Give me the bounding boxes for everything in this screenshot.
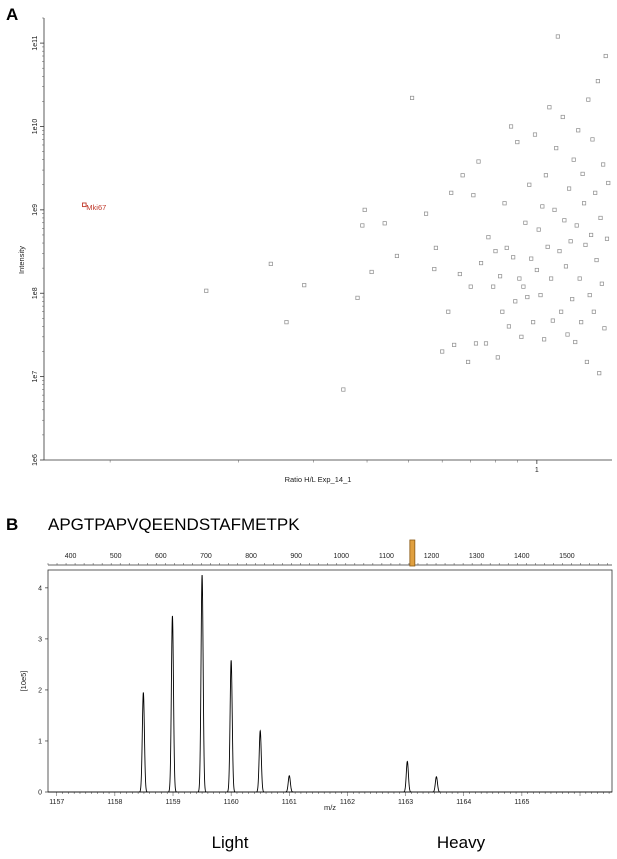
- scatter-point: [603, 327, 606, 330]
- scatter-point: [514, 300, 517, 303]
- scatter-point: [575, 224, 578, 227]
- scatter-point: [551, 319, 554, 322]
- top-mz-tick-label: 900: [290, 553, 303, 560]
- scatter-point: [574, 340, 577, 343]
- scatter-highlight: [82, 203, 106, 212]
- scatter-point: [395, 254, 398, 257]
- scatter-point: [595, 258, 598, 261]
- scatter-point: [539, 293, 542, 296]
- scatter-point: [548, 106, 551, 109]
- scatter-point: [466, 360, 469, 363]
- scatter-y-tick-label: 1e9: [32, 204, 39, 216]
- scatter-y-tick-label: 1e7: [32, 370, 39, 383]
- scatter-point: [554, 146, 557, 149]
- spectrum-x-tick-label: 1161: [281, 799, 297, 806]
- scatter-point: [564, 265, 567, 268]
- scatter-point: [569, 240, 572, 243]
- highlight-label: Mki67: [86, 202, 107, 212]
- scatter-point: [285, 320, 288, 323]
- heavy-label: Heavy: [436, 833, 486, 852]
- top-mz-tick-label: 700: [200, 553, 212, 560]
- scatter-point: [491, 285, 494, 288]
- top-mz-tick-label: 1300: [468, 553, 485, 560]
- spectrum-x-axis-label: m/z: [323, 803, 337, 812]
- scatter-point: [578, 277, 581, 280]
- scatter-point: [566, 333, 569, 336]
- spectrum-x-tick-label: 1163: [398, 799, 414, 806]
- light-label: Light: [211, 833, 249, 852]
- top-mz-tick-label: 1200: [423, 553, 440, 560]
- top-mz-tick-label: 1000: [333, 553, 350, 560]
- scatter-point: [582, 202, 585, 205]
- scatter-point: [563, 219, 566, 222]
- scatter-x-axis-label: Ratio H/L Exp_14_1: [284, 475, 352, 484]
- panel-b-label: B: [6, 515, 19, 534]
- scatter-point: [591, 138, 594, 141]
- scatter-point: [542, 338, 545, 341]
- top-mz-ticks: [48, 553, 607, 565]
- scatter-point: [452, 343, 455, 346]
- scatter-point: [535, 268, 538, 271]
- scatter-point: [528, 183, 531, 186]
- spectrum-peak: [168, 616, 176, 792]
- spectrum-peaks: [48, 575, 612, 792]
- scatter-point: [589, 233, 592, 236]
- peptide-sequence: APGTPAPVQEENDSTAFMETPK: [48, 515, 300, 534]
- spectrum-peak: [139, 692, 147, 791]
- top-mz-tick-label: 600: [154, 553, 167, 560]
- scatter-point: [205, 289, 208, 292]
- scatter-point: [494, 249, 497, 252]
- scatter-point: [356, 296, 359, 299]
- scatter-points: [205, 35, 610, 391]
- spectrum-x-tick-label: 1160: [223, 799, 239, 806]
- scatter-point: [577, 129, 580, 132]
- scatter-point: [581, 172, 584, 175]
- scatter-point: [605, 237, 608, 240]
- scatter-point: [537, 228, 540, 231]
- scatter-y-tick-label: 1e11: [32, 35, 39, 51]
- scatter-point: [458, 272, 461, 275]
- scatter-point: [370, 270, 373, 273]
- spectrum-x-tick-label: 1164: [456, 799, 472, 806]
- top-mz-tick-label: 500: [109, 553, 122, 560]
- scatter-point: [593, 191, 596, 194]
- scatter-point: [556, 35, 559, 38]
- scatter-point: [592, 310, 595, 313]
- spectrum-peak: [198, 575, 206, 792]
- scatter-point: [447, 310, 450, 313]
- scatter-point: [559, 310, 562, 313]
- scatter-point: [553, 208, 556, 211]
- scatter-point: [558, 249, 561, 252]
- precursor-marker-bar: [410, 540, 415, 566]
- scatter-point: [607, 181, 610, 184]
- scatter-point: [433, 267, 436, 270]
- top-mz-tick-label: 1100: [378, 553, 394, 560]
- top-mz-tick-label: 1500: [559, 553, 575, 560]
- scatter-x-tick-label: 1: [534, 467, 539, 474]
- scatter-point: [434, 246, 437, 249]
- scatter-point: [598, 371, 601, 374]
- scatter-y-ticks: [32, 18, 44, 466]
- spectrum-y-axis-label: [10e5]: [19, 670, 28, 692]
- scatter-point: [450, 191, 453, 194]
- top-mz-tick-label: 400: [64, 553, 77, 560]
- scatter-point: [561, 115, 564, 118]
- scatter-point: [487, 236, 490, 239]
- scatter-x-ticks: [110, 460, 539, 474]
- scatter-point: [501, 310, 504, 313]
- scatter-point: [601, 163, 604, 166]
- panel-a-label: A: [6, 5, 19, 24]
- scatter-point: [549, 277, 552, 280]
- scatter-point: [567, 187, 570, 190]
- scatter-point: [579, 320, 582, 323]
- scatter-y-axis-label: Intensity: [17, 246, 26, 274]
- precursor-marker: [410, 540, 415, 566]
- spectrum-y-tick-label: 3: [38, 636, 42, 644]
- spectrum-y-tick-label: 4: [38, 585, 42, 593]
- scatter-point: [361, 224, 364, 227]
- top-mz-tick-label: 1400: [513, 553, 530, 560]
- scatter-point: [479, 261, 482, 264]
- scatter-point: [469, 285, 472, 288]
- scatter-point: [584, 243, 587, 246]
- scatter-point: [503, 202, 506, 205]
- spectrum-peak: [285, 776, 293, 792]
- scatter-point: [363, 208, 366, 211]
- scatter-point: [524, 221, 527, 224]
- spectrum-y-tick-label: 1: [38, 738, 42, 746]
- spectrum-frame: [48, 570, 612, 792]
- scatter-point: [461, 174, 464, 177]
- scatter-point: [600, 282, 603, 285]
- scatter-point: [516, 140, 519, 143]
- scatter-point: [520, 335, 523, 338]
- scatter-point: [383, 222, 386, 225]
- scatter-y-tick-label: 1e6: [32, 454, 39, 466]
- scatter-point: [505, 246, 508, 249]
- scatter-point: [596, 79, 599, 82]
- spectrum-x-tick-label: 1159: [165, 799, 181, 806]
- scatter-plot: [17, 18, 612, 484]
- scatter-point: [498, 275, 501, 278]
- panel-a: [6, 5, 612, 484]
- scatter-point: [509, 125, 512, 128]
- scatter-point: [269, 262, 272, 265]
- scatter-point: [587, 98, 590, 101]
- spectrum-plot: [19, 540, 612, 812]
- spectrum-peak: [432, 777, 440, 792]
- scatter-point: [484, 342, 487, 345]
- scatter-point: [342, 388, 345, 391]
- spectrum-x-tick-label: 1162: [339, 799, 355, 806]
- scatter-point: [507, 325, 510, 328]
- spectrum-x-tick-label: 1165: [514, 799, 530, 806]
- scatter-point: [530, 257, 533, 260]
- scatter-point: [526, 295, 529, 298]
- spectrum-x-tick-label: 1157: [49, 799, 65, 806]
- scatter-point: [477, 160, 480, 163]
- scatter-point: [303, 283, 306, 286]
- scatter-point: [585, 360, 588, 363]
- spectrum-y-tick-label: 0: [38, 789, 42, 797]
- scatter-point: [544, 174, 547, 177]
- scatter-point: [511, 256, 514, 259]
- spectrum-peak: [227, 660, 235, 792]
- scatter-point: [546, 245, 549, 248]
- scatter-point: [541, 205, 544, 208]
- scatter-point: [599, 216, 602, 219]
- scatter-point: [588, 293, 591, 296]
- spectrum-x-tick-label: 1158: [107, 799, 123, 806]
- scatter-y-tick-label: 1e10: [32, 118, 39, 135]
- spectrum-y-tick-label: 2: [38, 687, 42, 695]
- scatter-point: [518, 277, 521, 280]
- top-mz-tick-label: 800: [245, 553, 257, 560]
- scatter-point: [604, 54, 607, 57]
- scatter-point: [496, 356, 499, 359]
- scatter-point: [572, 158, 575, 161]
- panel-b: [6, 515, 612, 852]
- spectrum-peak: [256, 731, 264, 792]
- scatter-point: [440, 350, 443, 353]
- scatter-point: [474, 342, 477, 345]
- scatter-point: [522, 285, 525, 288]
- spectrum-y-ticks: [38, 585, 48, 796]
- scatter-point: [410, 96, 413, 99]
- scatter-point: [531, 320, 534, 323]
- scatter-point: [533, 133, 536, 136]
- spectrum-peak: [403, 761, 411, 792]
- scatter-point: [472, 193, 475, 196]
- scatter-y-tick-label: 1e8: [32, 287, 39, 300]
- scatter-point: [570, 297, 573, 300]
- scatter-point: [424, 212, 427, 215]
